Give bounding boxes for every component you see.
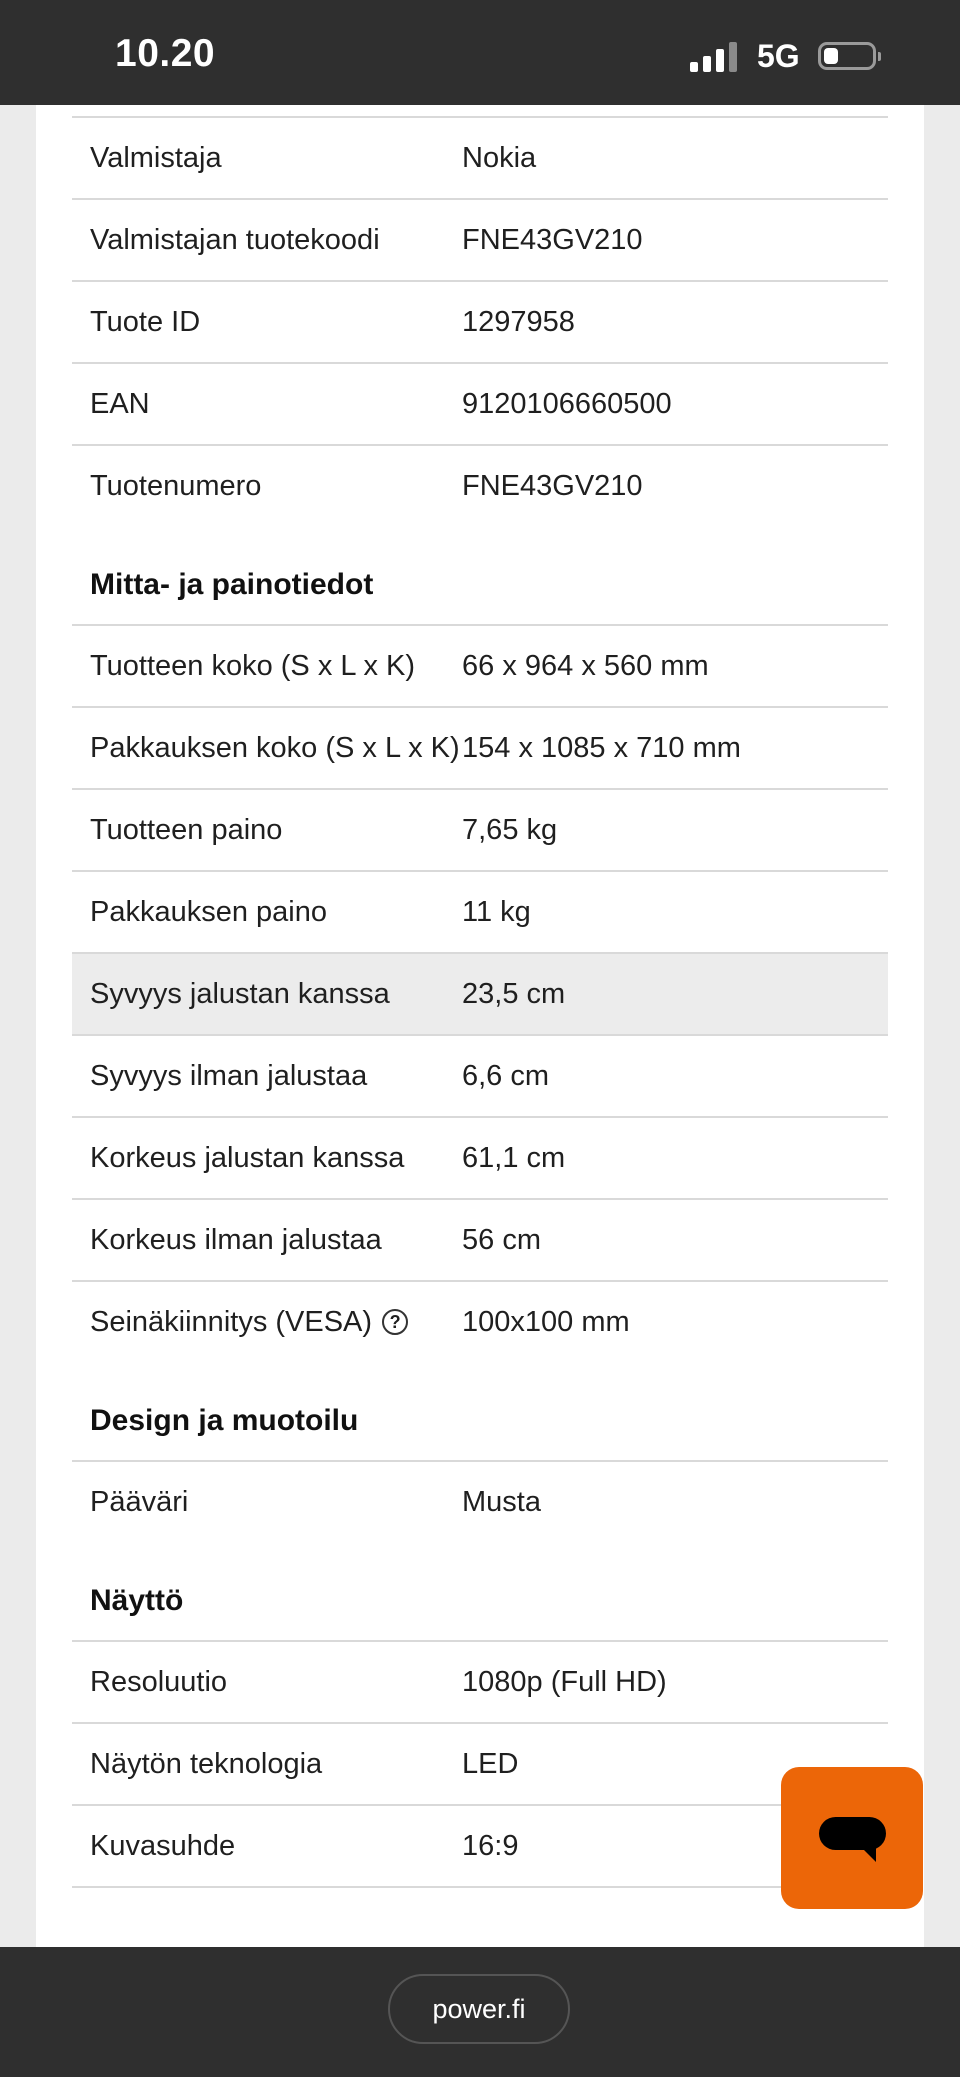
chat-button[interactable] <box>781 1767 923 1909</box>
spec-row-cutoff <box>72 1886 888 1947</box>
spec-label: Tuote ID <box>90 305 201 338</box>
cellular-signal-icon <box>690 42 740 72</box>
spec-row-height-without-stand <box>72 1198 888 1280</box>
section-heading-display: Näyttö <box>90 1584 184 1617</box>
spec-value: 16:9 <box>462 1829 519 1862</box>
spec-row-product-id <box>72 280 888 362</box>
spec-row-display-technology <box>72 1722 888 1804</box>
battery-icon <box>818 42 876 70</box>
spec-label: Pääväri <box>90 1485 189 1518</box>
spec-value: 61,1 cm <box>462 1141 566 1174</box>
spec-value: 6,6 cm <box>462 1059 550 1092</box>
spec-value: 11 kg <box>462 895 531 928</box>
spec-card <box>36 105 924 1947</box>
spec-label: EAN <box>90 387 150 420</box>
spec-label: Valmistaja <box>90 141 222 174</box>
status-bar <box>0 0 960 105</box>
spec-value: 7,65 kg <box>462 813 558 846</box>
spec-row-product-size <box>72 624 888 706</box>
spec-label: Korkeus jalustan kanssa <box>90 1141 405 1174</box>
spec-label: Syvyys ilman jalustaa <box>90 1059 368 1092</box>
spec-value: Nokia <box>462 141 537 174</box>
spec-label: Syvyys jalustan kanssa <box>90 977 390 1010</box>
spec-value: FNE43GV210 <box>462 469 643 502</box>
spec-label: Pakkauksen koko (S x L x K) <box>90 731 460 764</box>
spec-label: Korkeus ilman jalustaa <box>90 1223 382 1256</box>
spec-value: LED <box>462 1747 519 1780</box>
chat-icon-tail <box>860 1846 876 1862</box>
section-heading-design: Design ja muotoilu <box>90 1404 359 1437</box>
spec-row-main-color <box>72 1460 888 1542</box>
spec-row-vesa <box>72 1280 888 1362</box>
spec-label-with-help <box>72 1306 462 1339</box>
spec-value: FNE43GV210 <box>462 223 643 256</box>
spec-label: Tuotteen paino <box>90 813 283 846</box>
spec-value: 66 x 964 x 560 mm <box>462 649 709 682</box>
spec-value: 1080p (Full HD) <box>462 1665 667 1698</box>
spec-row-package-weight <box>72 870 888 952</box>
spec-row-resolution <box>72 1640 888 1722</box>
spec-label: Tuotenumero <box>90 469 262 502</box>
browser-bottom-bar <box>0 1947 960 2077</box>
spec-row-product-weight <box>72 788 888 870</box>
spec-row-ean <box>72 362 888 444</box>
spec-label: Pakkauksen paino <box>90 895 327 928</box>
spec-value: 1297958 <box>462 305 575 338</box>
network-type: 5G <box>757 38 800 74</box>
spec-row-aspect-ratio <box>72 1804 888 1886</box>
spec-row-package-size <box>72 706 888 788</box>
spec-value: Musta <box>462 1485 541 1518</box>
help-icon[interactable]: ? <box>382 1309 408 1335</box>
spec-label: Tuotteen koko (S x L x K) <box>90 649 416 682</box>
section-heading-dimensions: Mitta- ja painotiedot <box>90 568 374 601</box>
spec-label: Kuvasuhde <box>90 1829 236 1862</box>
spec-label: Näytön teknologia <box>90 1747 323 1780</box>
spec-row-height-with-stand <box>72 1116 888 1198</box>
spec-label: Resoluutio <box>90 1665 228 1698</box>
spec-row-product-number <box>72 444 888 526</box>
spec-value: 9120106660500 <box>462 387 672 420</box>
spec-row-depth-without-stand <box>72 1034 888 1116</box>
status-time: 10.20 <box>115 32 216 75</box>
spec-row-manufacturer-code <box>72 198 888 280</box>
spec-table <box>72 116 888 1947</box>
spec-row-depth-with-stand <box>72 952 888 1034</box>
spec-row-manufacturer <box>72 116 888 198</box>
spec-value: 154 x 1085 x 710 mm <box>462 731 741 764</box>
spec-value: 56 cm <box>462 1223 541 1256</box>
spec-value: 23,5 cm <box>462 977 566 1010</box>
address-bar[interactable]: power.fi <box>388 1974 570 2044</box>
spec-label-text: Seinäkiinnitys (VESA) <box>90 1305 373 1338</box>
spec-value: 100x100 mm <box>462 1305 630 1338</box>
spec-label: Valmistajan tuotekoodi <box>90 223 380 256</box>
